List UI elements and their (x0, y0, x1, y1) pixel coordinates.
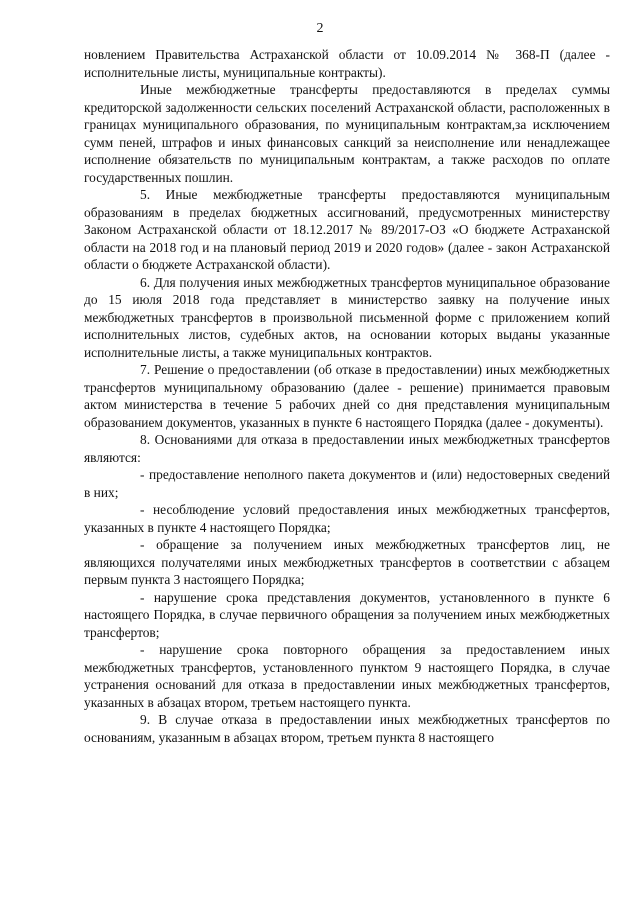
list-item: - нарушение срока повторного обращения за предоставлением иных межбюджетных трансфертов, установленного пунктом 9 настоящего Порядка, в случае устранения оснований для отказа в предоставлении иных межбюджетных трансфертов, указанных в абзацах втором, третьем настоящего пункта. (84, 642, 610, 710)
paragraph-item-5: 5. Иные межбюджетные трансферты предоставляются муниципальным образованиям в пределах бюджетных ассигнований, предусмотренных министерству Законом Астраханской области от 18.12.2017 № 89/2017-ОЗ «О бюджете Астраханской области на 2018 год и на плановый период 2019 и 2020 годов» (далее - закон Астраханской области о бюджете Астраханской области). (84, 187, 610, 272)
list-item: - обращение за получением иных межбюджетных трансфертов лиц, не являющихся получателями иных межбюджетных трансфертов в соответствии с абзацем первым пункта 3 настоящего Порядка; (84, 537, 610, 587)
paragraph-item-6: 6. Для получения иных межбюджетных трансфертов муниципальное образование до 15 июля 2018 года представляет в министерство заявку на получение иных межбюджетных трансфертов в произвольной письменной форме с приложением копий исполнительных листов, судебных актов, на основании которых выданы указанные исполнительные листы, а также муниципальных контрактов. (84, 274, 610, 360)
paragraph-item-9: 9. В случае отказа в предоставлении иных межбюджетных трансфертов по основаниям, указанным в абзацах втором, третьем пункта 8 настоящего (84, 712, 610, 745)
paragraph-continuation: новлением Правительства Астраханской области от 10.09.2014 № 368-П (далее - исполнительные листы, муниципальные контракты). (84, 47, 610, 80)
list-item: - нарушение срока представления документов, установленного в пункте 6 настоящего Порядка, в случае первичного обращения за получением иных межбюджетных трансфертов; (84, 589, 610, 640)
document-body (84, 46, 610, 746)
paragraph-item-8: 8. Основаниями для отказа в предоставлении иных межбюджетных трансфертов являются: (84, 432, 610, 465)
list-item: - предоставление неполного пакета документов и (или) недостоверных сведений в них; (84, 467, 610, 500)
paragraph-transfers-limit: Иные межбюджетные трансферты предоставляются в пределах суммы кредиторской задолженности сельских поселений Астраханской области, расположенных в границах муниципального образования, по муниципальным контрактам,за исключением сумм пеней, штрафов и иных финансовых санкций за неисполнение или ненадлежащее исполнение обязательств по муниципальным контрактам, а также расходов по оплате государственных пошлин. (84, 82, 610, 185)
paragraph-item-7: 7. Решение о предоставлении (об отказе в предоставлении) иных межбюджетных трансфертов муниципальному образованию (далее - решение) принимается правовым актом министерства в течение 5 рабочих дней со дня представления муниципальным образованием документов, указанных в пункте 6 настоящего Порядка (далее - документы). (84, 362, 610, 430)
list-item: - несоблюдение условий предоставления иных межбюджетных трансфертов, указанных в пункте 4 настоящего Порядка; (84, 502, 610, 535)
page-number: 2 (316, 21, 324, 36)
